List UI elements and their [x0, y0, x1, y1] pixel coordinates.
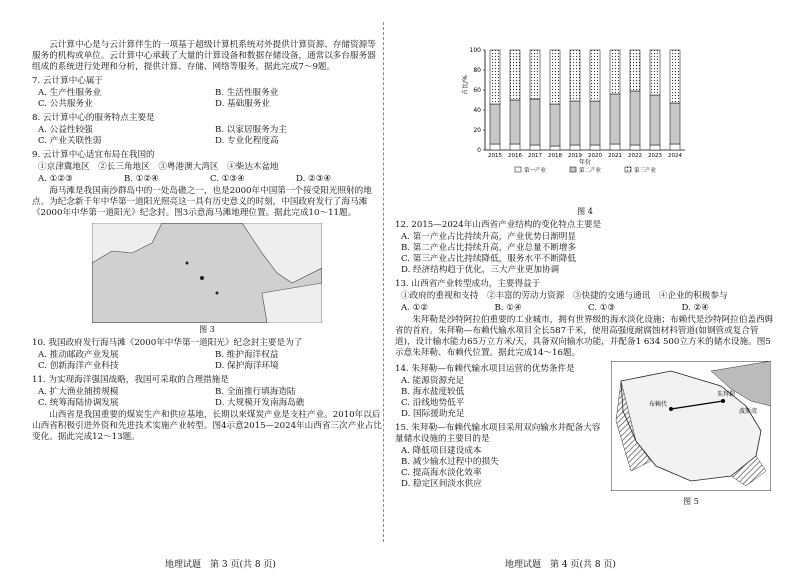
passage-cloud: 云计算中心是与云计算伴生的一项基于超级计算机系统对外提供计算资源、存储资源等服务的机构或单位。云计算中心承载了大量的计算设备和数据存储设备，通常以多台服务器组成的系统进行处理和分析，提供计算、存储、网络等服务。据此完成7～9题。: [32, 40, 376, 72]
chart-bar-segment: [530, 99, 540, 145]
chart-xtick-label: 2022: [628, 153, 642, 159]
option-c: C. 沿线地势低平: [401, 398, 465, 409]
question-15: 15. 朱拜勒—布赖代输水项目采用双向输水并配备大容量储水设施的主要目的是: [395, 423, 601, 445]
right-page: [395, 0, 775, 509]
chart-bar-segment: [550, 50, 560, 104]
option-b: B. 生活性服务业: [215, 88, 279, 98]
question-8: 8. 云计算中心的服务特点主要是: [32, 113, 155, 123]
option-a: A. 公益性较强: [38, 125, 93, 135]
chart-bar-segment: [490, 50, 500, 104]
chart-bar-segment: [550, 146, 560, 150]
option-b: B. ①②④: [124, 174, 159, 184]
chart-bar-segment: [510, 50, 520, 100]
option-d: D. 国际援助充足: [401, 409, 465, 420]
chart-legend-swatch: [515, 167, 521, 172]
option-b: B. 减少输水过程中的损失: [401, 457, 499, 468]
option-c: C. 创新海洋产业科技: [38, 361, 119, 372]
left-page: [32, 0, 382, 445]
map-label-buraydah: 布赖代: [649, 401, 668, 409]
question-9: 9. 云计算中心适宜布局在我国的: [32, 150, 155, 160]
question-12: 12. 2015—2024年山西省产业结构的变化特点主要是: [395, 220, 602, 231]
option-b: B. 全面推行填海造陆: [215, 387, 296, 398]
option-d: D. 基础服务业: [215, 99, 271, 109]
option-a: A. 降低项目建设成本: [401, 446, 482, 457]
chart-bar-segment: [670, 144, 680, 150]
option-b: B. 第二产业占比持续升高，产业总量不断增多: [401, 243, 577, 254]
chart-ytick-label: 0: [477, 147, 481, 154]
option-d: D. 专业化程度高: [215, 136, 279, 146]
question-13: 13. 山西省产业转型成功，主要得益于: [395, 279, 541, 290]
chart-bar-segment: [570, 50, 580, 101]
options-14: [401, 376, 605, 420]
passage-shanxi: 山西省是我国重要的煤炭生产和供应基地，长期以来煤炭产业是支柱产业。2010年以后山西省积极引进外资和先进技术实施产业转型。图4示意2015—2024年山西省三次产业占比变化。据此完成12～13题。: [32, 410, 382, 443]
option-c: C. 产业关联性弱: [38, 136, 102, 146]
chart-legend-label: 第一产业: [524, 168, 547, 174]
options-12: [401, 232, 775, 276]
items-9: ①京津冀地区 ②长三角地区 ③粤港澳大湾区 ④柴达木盆地: [38, 162, 279, 172]
option-b: B. 以家居服务为主: [215, 125, 287, 135]
chart-bar-segment: [650, 145, 660, 150]
chart-ytick-label: 60: [473, 87, 481, 94]
chart-bar-segment: [550, 104, 560, 146]
option-d: D. 大规模开发南海岛礁: [215, 398, 305, 409]
option-c: C. ①③: [588, 303, 616, 314]
chart-bar-segment: [590, 145, 600, 150]
options-11: [38, 387, 382, 409]
map-label-persian-gulf: 波斯湾: [739, 408, 758, 416]
footer-left: 地理试题 第 3 页(共 8 页): [165, 560, 276, 570]
option-d: D. ②④: [681, 303, 709, 314]
figure-4-caption: 图 4: [577, 207, 593, 216]
chart-ytick-label: 20: [473, 127, 481, 134]
chart-xtick-label: 2016: [508, 153, 522, 159]
option-a: A. 生产性服务业: [38, 88, 102, 98]
option-a: A. 推动邮政产业发展: [38, 350, 119, 361]
option-a: A. 第一产业占比持续升高，产业优势日渐明显: [401, 232, 576, 243]
chart-xtick-label: 2021: [608, 153, 622, 159]
options-10: [38, 350, 382, 372]
chart-bar-segment: [490, 144, 500, 150]
chart-xtick-label: 2020: [588, 153, 602, 159]
chart-bar-segment: [510, 144, 520, 150]
question-7: 7. 云计算中心属于: [32, 76, 104, 86]
options-13: [401, 303, 775, 314]
figure-5-caption: 图 5: [683, 497, 699, 507]
chart-ytick-label: 80: [473, 67, 481, 74]
option-a: A. ①②: [401, 303, 429, 314]
chart-bar-segment: [610, 144, 620, 150]
chart-bar-segment: [590, 101, 600, 145]
chart-bar-segment: [490, 104, 500, 144]
option-b: B. 海水盐度较低: [401, 387, 465, 398]
chart-bar-segment: [670, 50, 680, 103]
option-c: C. 提高海水淡化效率: [401, 468, 482, 479]
option-d: D. ②③④: [296, 174, 332, 184]
option-a: A. ①②③: [38, 174, 73, 184]
option-b: B. 维护海洋权益: [215, 350, 279, 361]
figure-4-chart: [455, 40, 695, 205]
question-11: 11. 为实现海洋强国战略，我国可采取的合理措施是: [32, 375, 229, 386]
option-d: D. 稳定区间淡水供应: [401, 479, 482, 490]
option-a: A. 能源资源充足: [401, 376, 465, 387]
chart-xtick-label: 2017: [528, 153, 542, 159]
chart-ytick-label: 40: [473, 107, 481, 114]
chart-ytick-label: 100: [469, 47, 481, 54]
chart-bar-segment: [530, 50, 540, 99]
chart-bar-segment: [530, 145, 540, 150]
chart-bar-segment: [650, 50, 660, 95]
map-label-jubail: 朱拜勒: [717, 391, 736, 399]
chart-xtick-label: 2015: [488, 153, 502, 159]
chart-bar-segment: [670, 103, 680, 144]
chart-bar-segment: [570, 145, 580, 150]
chart-bar-segment: [610, 50, 620, 94]
chart-bar-segment: [630, 91, 640, 145]
page-divider: [383, 22, 384, 542]
option-c: C. 公共服务业: [38, 99, 93, 109]
option-c: C. ①③④: [210, 174, 245, 184]
question-14: 14. 朱拜勒—布赖代输水项目运营的优势条件是: [395, 364, 575, 375]
option-c: C. 统筹海陆协调发展: [38, 398, 119, 409]
chart-bar-segment: [630, 145, 640, 150]
chart-ylabel: 占比/%: [462, 75, 469, 95]
figure-3-caption: 图 3: [199, 325, 215, 334]
chart-legend-swatch: [570, 167, 576, 172]
option-d: D. 经济结构趋于优化，三大产业更加协调: [401, 265, 560, 276]
option-c: C. 第三产业占比持续降低，服务水平不断降低: [401, 254, 577, 265]
chart-legend-swatch: [625, 167, 631, 172]
q14-15-block: [395, 361, 775, 509]
passage-jubail: 朱拜勒是沙特阿拉伯重要的工业城市，拥有世界级的海水淡化设施；布赖代是沙特阿拉伯盖西姆省的首府。朱拜勒—布赖代输水项目全长587千米，使用高强度耐腐蚀材料管道(如钢管或复合管道)，设计输水能力65万立方米/天，具备双向输水功能，并配备1 634 500立方米的储水设施。图5示意朱拜勒、布赖代位置。据此完成14～16题。: [395, 315, 774, 359]
footer-right: 地理试题 第 4 页(共 8 页): [505, 560, 616, 570]
chart-bar-segment: [590, 50, 600, 101]
chart-legend-label: 第三产业: [634, 168, 657, 174]
option-a: A. 扩大渔业捕捞规模: [38, 387, 119, 398]
options-9: [38, 174, 382, 185]
chart-bar-segment: [510, 100, 520, 144]
figure-3-map: [92, 223, 322, 323]
chart-legend-label: 第二产业: [579, 168, 602, 174]
chart-xlabel: 年份: [578, 159, 592, 166]
figure-5-map: [611, 361, 771, 491]
chart-bar-segment: [570, 101, 580, 145]
options-8: [38, 125, 382, 147]
chart-xtick-label: 2023: [648, 153, 662, 159]
options-15: [401, 446, 605, 490]
passage-haimatan: 海马滩是我国南沙群岛中的一处岛礁之一，也是2000年中国第一个接受阳光照射的地点。为纪念新千年中华第一道阳光照亮这一具有历史意义的时刻，中国政府发行了海马滩《2000年中华第一道阳光》纪念封。图3示意海马滩地理位置。据此完成10～11题。: [32, 186, 372, 218]
option-d: D. 保护海洋环境: [215, 361, 279, 372]
chart-bar-segment: [610, 94, 620, 144]
option-b: B. ①④: [494, 303, 522, 314]
chart-xtick-label: 2018: [548, 153, 562, 159]
chart-bar-segment: [630, 50, 640, 91]
items-13: ①政府的重视和支持 ②丰富的劳动力资源 ③快捷的交通与通讯 ④企业的积极参与: [401, 291, 728, 302]
chart-xtick-label: 2019: [568, 153, 582, 159]
chart-bar-segment: [650, 95, 660, 145]
chart-xtick-label: 2024: [668, 153, 682, 159]
options-7: [38, 88, 382, 110]
question-10: 10. 我国政府发行海马滩《2000年中华第一道阳光》纪念封主要是为了: [32, 338, 303, 349]
